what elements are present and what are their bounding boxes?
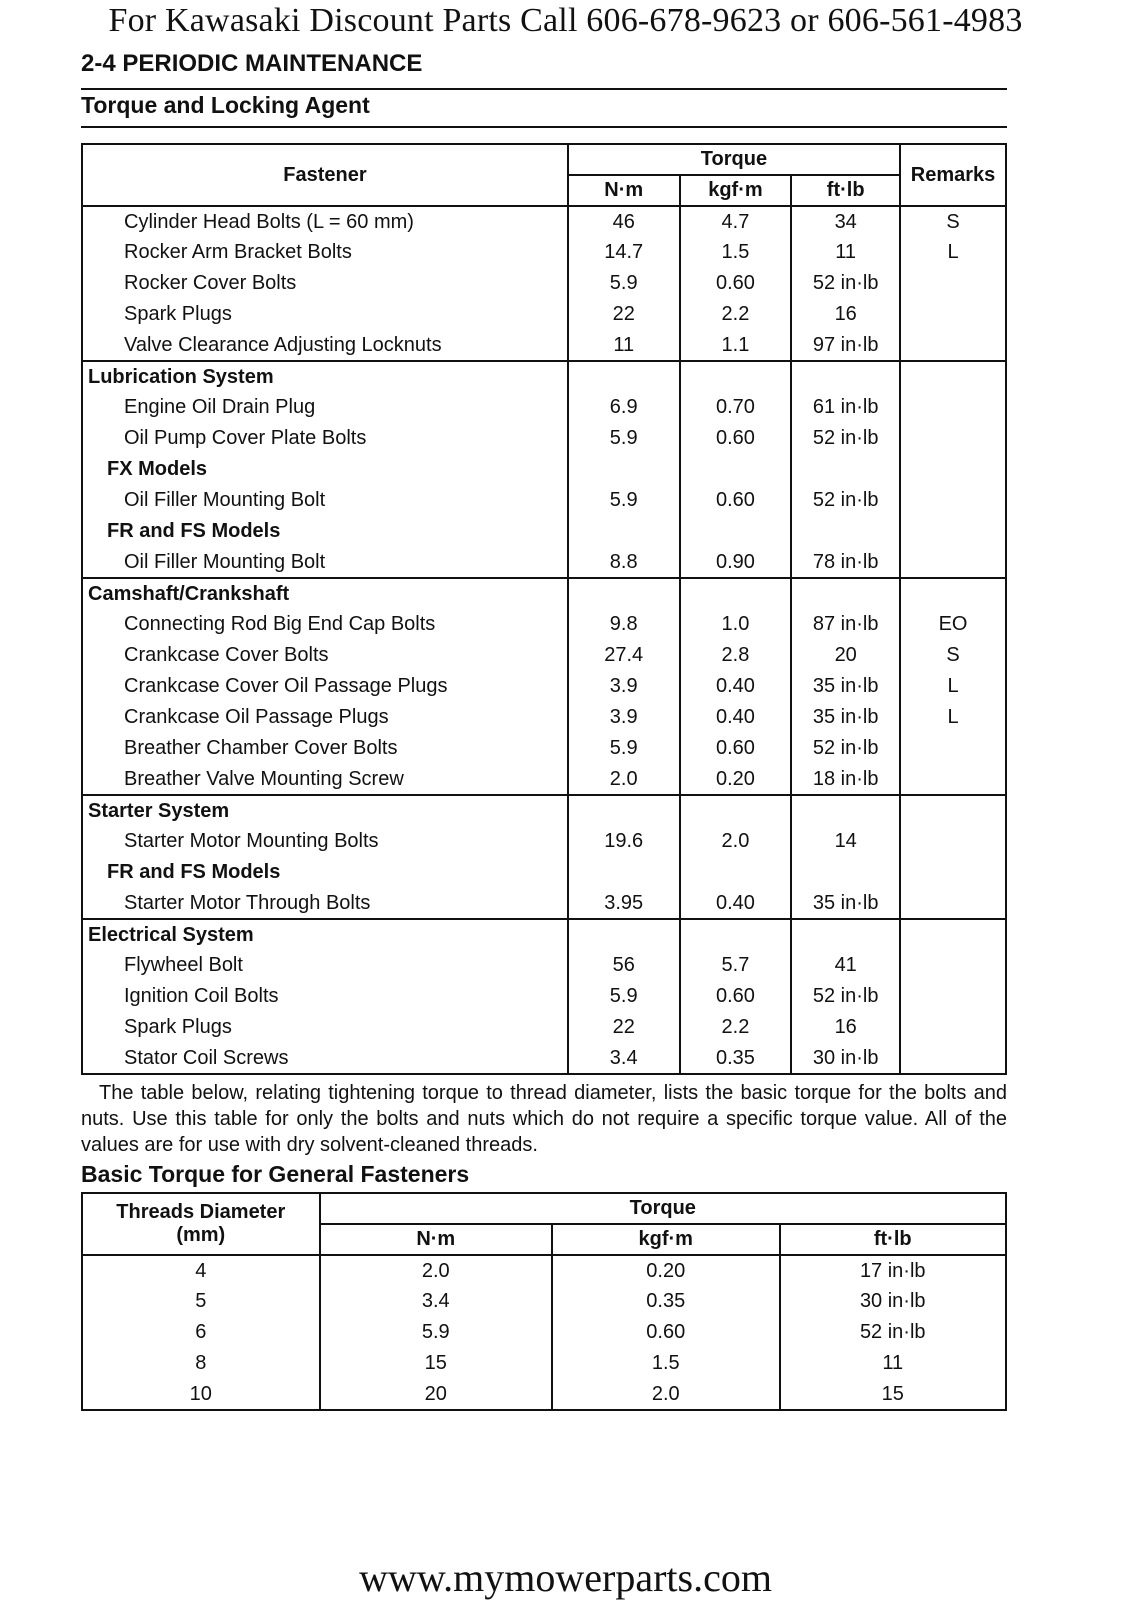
fastener-cell: Crankcase Cover Oil Passage Plugs	[82, 671, 568, 702]
ftlb-cell: 52 in·lb	[791, 423, 900, 454]
remarks-cell: L	[900, 671, 1006, 702]
model-row	[82, 516, 1006, 547]
remarks-cell	[900, 547, 1006, 578]
table-row	[82, 392, 1006, 423]
empty-cell	[900, 578, 1006, 609]
ftlb-cell: 52 in·lb	[791, 485, 900, 516]
ftlb-cell: 15	[780, 1379, 1007, 1410]
kgfm-cell: 0.70	[680, 392, 792, 423]
ftlb-cell: 20	[791, 640, 900, 671]
remarks-cell: L	[900, 237, 1006, 268]
kgfm-cell: 0.60	[680, 423, 792, 454]
fastener-cell: Starter Motor Mounting Bolts	[82, 826, 568, 857]
fastener-cell: Engine Oil Drain Plug	[82, 392, 568, 423]
table-row	[82, 1043, 1006, 1074]
kgfm-cell: 2.2	[680, 1012, 792, 1043]
kgfm-cell: 2.8	[680, 640, 792, 671]
section-title: 2-4 PERIODIC MAINTENANCE	[81, 50, 423, 77]
empty-cell	[791, 795, 900, 826]
nm-cell: 8.8	[568, 547, 680, 578]
threads-diameter-header	[82, 1193, 320, 1255]
dealer-banner: For Kawasaki Discount Parts Call 606-678-9623 or 606-561-4983	[108, 2, 1023, 39]
basic-torque-header: Torque	[320, 1193, 1006, 1224]
basic-torque-table-body	[82, 1255, 1006, 1410]
threads-diameter-unit: (mm)	[176, 1224, 226, 1246]
section-rule	[81, 88, 1007, 90]
remarks-cell: S	[900, 640, 1006, 671]
nm-cell: 11	[568, 330, 680, 361]
empty-cell	[568, 454, 680, 485]
nm-cell: 3.95	[568, 888, 680, 919]
model-label: FX Models	[82, 454, 568, 485]
kgfm-cell: 5.7	[680, 950, 792, 981]
ftlb-cell: 18 in·lb	[791, 764, 900, 795]
table-row	[82, 981, 1006, 1012]
nm-cell: 3.9	[568, 671, 680, 702]
empty-cell	[680, 919, 792, 950]
ftlb-cell: 35 in·lb	[791, 888, 900, 919]
empty-cell	[900, 857, 1006, 888]
fastener-cell: Oil Pump Cover Plate Bolts	[82, 423, 568, 454]
kgfm-cell: 0.40	[680, 671, 792, 702]
table-row	[82, 547, 1006, 578]
table-row	[82, 640, 1006, 671]
nm-cell: 5.9	[568, 733, 680, 764]
kgfm-cell: 1.1	[680, 330, 792, 361]
empty-cell	[680, 516, 792, 547]
threads-diameter-label: Threads Diameter	[116, 1201, 286, 1223]
remarks-cell	[900, 299, 1006, 330]
fastener-cell: Breather Chamber Cover Bolts	[82, 733, 568, 764]
kgfm-cell: 1.0	[680, 609, 792, 640]
fastener-cell: Rocker Cover Bolts	[82, 268, 568, 299]
ftlb-cell: 97 in·lb	[791, 330, 900, 361]
kgfm-cell: 4.7	[680, 206, 792, 237]
fastener-cell: Oil Filler Mounting Bolt	[82, 547, 568, 578]
subsection-title: Torque and Locking Agent	[81, 92, 370, 118]
empty-cell	[900, 361, 1006, 392]
kgfm-cell: 0.60	[680, 485, 792, 516]
empty-cell	[680, 361, 792, 392]
table-row	[82, 1348, 1006, 1379]
ftlb-cell: 52 in·lb	[791, 268, 900, 299]
table-row	[82, 1317, 1006, 1348]
nm-cell: 3.4	[320, 1286, 552, 1317]
ftlb-cell: 11	[780, 1348, 1007, 1379]
table-row	[82, 1286, 1006, 1317]
fastener-cell: Spark Plugs	[82, 299, 568, 330]
empty-cell	[791, 454, 900, 485]
empty-cell	[791, 857, 900, 888]
group-row	[82, 578, 1006, 609]
table-row	[82, 1379, 1006, 1410]
remarks-cell	[900, 950, 1006, 981]
group-label: Camshaft/Crankshaft	[82, 578, 568, 609]
empty-cell	[680, 454, 792, 485]
model-row	[82, 454, 1006, 485]
basic-torque-note: The table below, relating tightening torque to thread diameter, lists the basic torque for the bolts and nuts. Use this table for only the bolts and nuts which do not require a specific torque value. All of the values are for use with dry solvent-cleaned threads.	[81, 1082, 1007, 1156]
empty-cell	[568, 361, 680, 392]
fastener-cell: Crankcase Oil Passage Plugs	[82, 702, 568, 733]
table-row	[82, 268, 1006, 299]
thread-diameter-cell: 6	[82, 1317, 320, 1348]
nm-cell: 5.9	[568, 981, 680, 1012]
empty-cell	[680, 578, 792, 609]
ftlb-cell: 34	[791, 206, 900, 237]
ftlb-cell: 52 in·lb	[791, 733, 900, 764]
nm-cell: 5.9	[568, 423, 680, 454]
nm-cell: 56	[568, 950, 680, 981]
nm-cell: 5.9	[568, 485, 680, 516]
fastener-cell: Stator Coil Screws	[82, 1043, 568, 1074]
nm-cell: 6.9	[568, 392, 680, 423]
fastener-cell: Starter Motor Through Bolts	[82, 888, 568, 919]
ftlb-cell: 52 in·lb	[780, 1317, 1007, 1348]
group-label: Starter System	[82, 795, 568, 826]
empty-cell	[568, 578, 680, 609]
fastener-cell: Flywheel Bolt	[82, 950, 568, 981]
empty-cell	[568, 516, 680, 547]
remarks-header: Remarks	[900, 144, 1006, 206]
remarks-cell	[900, 826, 1006, 857]
empty-cell	[791, 516, 900, 547]
nm-cell: 3.4	[568, 1043, 680, 1074]
subsection-rule	[81, 126, 1007, 128]
empty-cell	[900, 795, 1006, 826]
fastener-cell: Rocker Arm Bracket Bolts	[82, 237, 568, 268]
empty-cell	[900, 516, 1006, 547]
nm-cell: 22	[568, 299, 680, 330]
remarks-cell	[900, 392, 1006, 423]
fastener-cell: Crankcase Cover Bolts	[82, 640, 568, 671]
remarks-cell	[900, 1012, 1006, 1043]
remarks-cell	[900, 330, 1006, 361]
nm-cell: 5.9	[320, 1317, 552, 1348]
ftlb-cell: 16	[791, 299, 900, 330]
kgfm-cell: 2.0	[552, 1379, 780, 1410]
thread-diameter-cell: 4	[82, 1255, 320, 1286]
ftlb-header: ft·lb	[791, 175, 900, 206]
ftlb-cell: 78 in·lb	[791, 547, 900, 578]
table-row	[82, 1255, 1006, 1286]
ftlb-cell: 17 in·lb	[780, 1255, 1007, 1286]
fastener-cell: Connecting Rod Big End Cap Bolts	[82, 609, 568, 640]
nm-cell: 3.9	[568, 702, 680, 733]
thread-diameter-cell: 10	[82, 1379, 320, 1410]
model-label: FR and FS Models	[82, 857, 568, 888]
table-row	[82, 423, 1006, 454]
ftlb-cell: 14	[791, 826, 900, 857]
remarks-cell: S	[900, 206, 1006, 237]
model-row	[82, 857, 1006, 888]
table-row	[82, 733, 1006, 764]
nm-cell: 5.9	[568, 268, 680, 299]
model-label: FR and FS Models	[82, 516, 568, 547]
remarks-cell	[900, 733, 1006, 764]
fastener-cell: Cylinder Head Bolts (L = 60 mm)	[82, 206, 568, 237]
kgfm-cell: 2.2	[680, 299, 792, 330]
nm-cell: 22	[568, 1012, 680, 1043]
kgfm-cell: 2.0	[680, 826, 792, 857]
ftlb-cell: 30 in·lb	[791, 1043, 900, 1074]
kgfm-cell: 0.60	[680, 733, 792, 764]
basic-kgfm-header: kgf·m	[552, 1224, 780, 1255]
fastener-cell: Spark Plugs	[82, 1012, 568, 1043]
empty-cell	[791, 919, 900, 950]
ftlb-cell: 30 in·lb	[780, 1286, 1007, 1317]
kgfm-cell: 0.40	[680, 888, 792, 919]
nm-cell: 2.0	[568, 764, 680, 795]
remarks-cell	[900, 268, 1006, 299]
empty-cell	[791, 578, 900, 609]
table-row	[82, 330, 1006, 361]
kgfm-cell: 1.5	[552, 1348, 780, 1379]
empty-cell	[680, 857, 792, 888]
table-row	[82, 485, 1006, 516]
nm-cell: 20	[320, 1379, 552, 1410]
table-row	[82, 671, 1006, 702]
nm-cell: 15	[320, 1348, 552, 1379]
kgfm-cell: 0.60	[552, 1317, 780, 1348]
fastener-header: Fastener	[82, 144, 568, 206]
kgfm-cell: 0.60	[680, 981, 792, 1012]
group-row	[82, 361, 1006, 392]
empty-cell	[900, 454, 1006, 485]
table-row	[82, 1012, 1006, 1043]
remarks-cell	[900, 1043, 1006, 1074]
empty-cell	[568, 857, 680, 888]
table-row	[82, 888, 1006, 919]
empty-cell	[791, 361, 900, 392]
kgfm-cell: 1.5	[680, 237, 792, 268]
table-row	[82, 206, 1006, 237]
kgfm-header: kgf·m	[680, 175, 792, 206]
nm-cell: 9.8	[568, 609, 680, 640]
basic-torque-table-header	[82, 1193, 1006, 1255]
group-label: Lubrication System	[82, 361, 568, 392]
kgfm-cell: 0.90	[680, 547, 792, 578]
basic-torque-table	[81, 1192, 1007, 1411]
kgfm-cell: 0.60	[680, 268, 792, 299]
table-row	[82, 826, 1006, 857]
nm-header: N·m	[568, 175, 680, 206]
kgfm-cell: 0.20	[552, 1255, 780, 1286]
table-row	[82, 950, 1006, 981]
remarks-cell	[900, 485, 1006, 516]
group-row	[82, 795, 1006, 826]
empty-cell	[568, 919, 680, 950]
empty-cell	[680, 795, 792, 826]
ftlb-cell: 16	[791, 1012, 900, 1043]
fastener-cell: Breather Valve Mounting Screw	[82, 764, 568, 795]
ftlb-cell: 41	[791, 950, 900, 981]
kgfm-cell: 0.35	[552, 1286, 780, 1317]
nm-cell: 46	[568, 206, 680, 237]
fastener-cell: Valve Clearance Adjusting Locknuts	[82, 330, 568, 361]
remarks-cell: EO	[900, 609, 1006, 640]
kgfm-cell: 0.35	[680, 1043, 792, 1074]
remarks-cell: L	[900, 702, 1006, 733]
group-label: Electrical System	[82, 919, 568, 950]
torque-table-header	[82, 144, 1006, 206]
ftlb-cell: 35 in·lb	[791, 702, 900, 733]
remarks-cell	[900, 888, 1006, 919]
torque-table	[81, 143, 1007, 1075]
table-row	[82, 609, 1006, 640]
nm-cell: 27.4	[568, 640, 680, 671]
group-row	[82, 919, 1006, 950]
thread-diameter-cell: 5	[82, 1286, 320, 1317]
table-row	[82, 702, 1006, 733]
torque-header: Torque	[568, 144, 900, 175]
footer-url: www.mymowerparts.com	[359, 1555, 772, 1600]
nm-cell: 19.6	[568, 826, 680, 857]
nm-cell: 2.0	[320, 1255, 552, 1286]
basic-torque-title: Basic Torque for General Fasteners	[81, 1161, 470, 1187]
fastener-cell: Oil Filler Mounting Bolt	[82, 485, 568, 516]
kgfm-cell: 0.20	[680, 764, 792, 795]
empty-cell	[568, 795, 680, 826]
ftlb-cell: 61 in·lb	[791, 392, 900, 423]
table-row	[82, 237, 1006, 268]
thread-diameter-cell: 8	[82, 1348, 320, 1379]
nm-cell: 14.7	[568, 237, 680, 268]
table-row	[82, 764, 1006, 795]
kgfm-cell: 0.40	[680, 702, 792, 733]
ftlb-cell: 11	[791, 237, 900, 268]
basic-nm-header: N·m	[320, 1224, 552, 1255]
table-row	[82, 299, 1006, 330]
empty-cell	[900, 919, 1006, 950]
ftlb-cell: 52 in·lb	[791, 981, 900, 1012]
ftlb-cell: 35 in·lb	[791, 671, 900, 702]
fastener-cell: Ignition Coil Bolts	[82, 981, 568, 1012]
remarks-cell	[900, 423, 1006, 454]
basic-ftlb-header: ft·lb	[780, 1224, 1007, 1255]
ftlb-cell: 87 in·lb	[791, 609, 900, 640]
remarks-cell	[900, 981, 1006, 1012]
torque-table-body	[82, 206, 1006, 1074]
remarks-cell	[900, 764, 1006, 795]
